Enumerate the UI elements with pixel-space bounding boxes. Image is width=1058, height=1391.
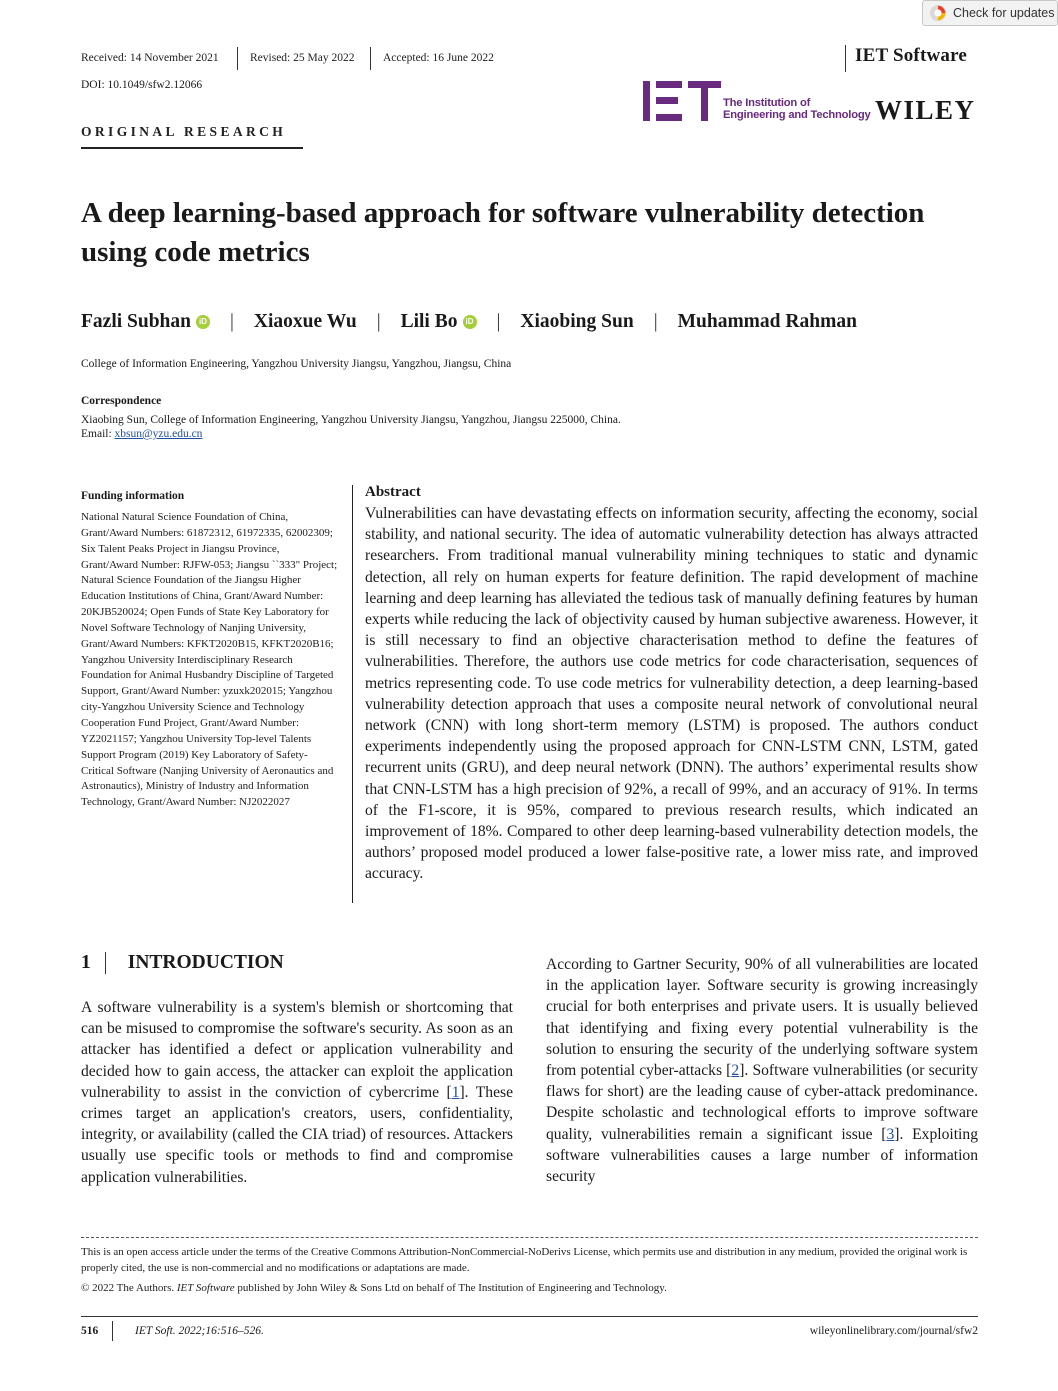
orcid-icon[interactable]: iD — [463, 315, 477, 329]
author-separator: | — [653, 311, 658, 332]
bottom-rule — [81, 1316, 978, 1317]
check-updates-icon — [929, 4, 947, 22]
author-name[interactable]: Muhammad Rahman — [677, 311, 857, 332]
abstract-text: Vulnerabilities can have devastating effects on information security, affecting the economy, social stability, and national security. The idea of automatic vulnerability detection has always attracted researchers. From traditional manual vulnerability mining techniques to static and dynamic detection, all rely on human experts for feature definition. The rapid development of machine learning and deep learning has alleviated the tedious task of manually defining features by human experts while reducing the lack of objectivity caused by human subjective awareness. However, it is still necessary to find an objective characterisation method to define the features of vulnerabilities. Therefore, the authors use code metrics for code characterisation, sequences of metrics representing code. To use code metrics for vulnerability detection, a deep learning-based vulnerability detection approach that uses a composite neural network of convolutional neural network (CNN) with long short-term memory (LSTM) is proposed. The authors conduct experiments independently using the proposed approach for CNN-LSTM CNN, LSTM, gated recurrent units (GRU), and deep neural network (DNN). The authors’ experimental results show that CNN-LSTM has a high precision of 92%, a recall of 99%, and an accuracy of 91%. In terms of the F1-score, it is 95%, compared to previous research results, which indicated an improvement of 18%. Compared to other deep learning-based vulnerability detection models, the authors’ proposed model produced a lower false-positive rate, a lower miss rate, and improved accuracy. — [365, 505, 978, 883]
article-type: ORIGINAL RESEARCH — [81, 124, 287, 139]
revised-date: Revised: 25 May 2022 — [250, 52, 355, 64]
journal-website-link[interactable]: wileyonlinelibrary.com/journal/sfw2 — [809, 1325, 978, 1337]
section-title: INTRODUCTION — [127, 952, 284, 973]
author-separator: | — [230, 311, 234, 332]
email-link[interactable]: xbsun@yzu.edu.cn — [114, 428, 203, 440]
check-updates-label: Check for updates — [953, 6, 1055, 20]
intro-text: ]. These crimes target an application's creators, users, confidentiality, integrity, or availability (called the CIA triad) of resources. Attackers usually use specific tools or methods to find and compromise application vulnerabilities. — [81, 1083, 513, 1186]
intro-text: ]. Software vulnerabilities (or security flaws for short) are the leading cause of cyber-attack predominance. Despite scholastic and technological efforts to improve software quality, vulnerabilities remain a significant issue [ — [546, 1062, 978, 1143]
accepted-date: Accepted: 16 June 2022 — [383, 52, 494, 64]
correspondence-heading: Correspondence — [81, 395, 162, 407]
footnote-rule — [81, 1237, 978, 1238]
copyright-journal: IET Software — [176, 1282, 235, 1294]
header-divider — [370, 47, 371, 70]
affiliation: College of Information Engineering, Yangzhou University Jiangsu, Yangzhou, Jiangsu, China — [81, 358, 512, 370]
article-type-underline — [81, 147, 303, 149]
author-name[interactable]: Xiaobing Sun — [520, 311, 634, 332]
reference-link[interactable]: 3 — [886, 1125, 895, 1143]
abstract-rule — [352, 485, 353, 903]
iet-logo-text — [723, 97, 871, 121]
intro-text: According to Gartner Security, 90% of all vulnerabilities are located in the application layer. Software security is growing increasingly crucial for both enterprises and private users. It is usually believed that identifying and fixing every potential vulnerability is the solution to ensuring the security of the underlying software system from potential cyber-attacks [ — [546, 956, 978, 1080]
article-title: A deep learning-based approach for software vulnerability detection using code metrics — [81, 197, 925, 268]
author-name[interactable]: Lili Bo — [400, 311, 458, 332]
abstract-heading: Abstract — [365, 484, 421, 500]
section-heading — [81, 952, 284, 974]
doi: DOI: 10.1049/sfw2.12066 — [81, 79, 203, 91]
reference-link[interactable]: 1 — [451, 1083, 460, 1101]
author-separator: | — [496, 311, 501, 332]
header-divider — [237, 47, 238, 70]
section-number: 1 — [81, 952, 91, 973]
copyright-line — [81, 1282, 667, 1294]
iet-logo — [643, 81, 721, 121]
reference-link[interactable]: 2 — [731, 1062, 740, 1080]
iet-line-2: Engineering and Technology — [723, 109, 871, 121]
page-divider — [112, 1321, 113, 1341]
intro-text: ]. Exploiting software vulnerabilities causes a large number of information security — [546, 1125, 978, 1186]
author-list — [81, 311, 857, 333]
author-name[interactable]: Fazli Subhan — [81, 311, 192, 332]
correspondence-address: Xiaobing Sun, College of Information Engineering, Yangzhou University Jiangsu, Yangzhou, Jiangsu 225000, China. — [81, 414, 621, 426]
license-notice: This is an open access article under the terms of the Creative Commons Attribution-NonCommercial-NoDerivs License, which permits use and distribution in any medium, provided the original work is properly cited, the use is non-commercial and no modifications or adaptations are made. — [81, 1246, 968, 1274]
correspondence-block — [81, 413, 621, 441]
funding-heading: Funding information — [81, 490, 185, 502]
author-separator: | — [376, 311, 381, 332]
intro-text: A software vulnerability is a system's blemish or shortcoming that can be misused to compromise the software's security. As soon as an attacker has identified a defect or application vulnerability and decided how to gain access, the attacker can exploit the application vulnerability to assist in the conviction of cybercrime [ — [81, 999, 513, 1101]
author-name[interactable]: Xiaoxue Wu — [253, 311, 357, 332]
copyright-prefix: © 2022 The Authors. — [81, 1282, 175, 1294]
correspondence-email-line — [81, 427, 621, 441]
intro-right-column — [546, 954, 978, 1187]
check-for-updates-button[interactable] — [922, 0, 1058, 26]
journal-name: IET Software — [855, 45, 968, 66]
funding-text: National Natural Science Foundation of China, Grant/Award Numbers: 61872312, 61972335, 62002309; Six Talent Peaks Project in Jiangsu Province, Grant/Award Number: RJFW-053; Jiangsu ``333" Project; Natural Science Foundation of the Jiangsu Higher Education Institutions of China, Grant/Award Number: 20KJB520024; Open Funds of State Key Laboratory for Novel Software Technology of Nanjing University, Grant/Award Numbers: KFKT2020B15, KFKT2020B16; Yangzhou University Interdisciplinary Research Foundation for Animal Husbandry Discipline of Targeted Support, Grant/Award Number: yzuxk202015; Yangzhou city-Yangzhou University Science and Technology Cooperation Fund Project, Grant/Award Number: YZ2021157; Yangzhou University Top-level Talents Support Program (2019) Key Laboratory of Safety-Critical Software (Nanjing University of Aeronautics and Astronautics), Ministry of Industry and Information Technology, Grant/Award Number: NJ2022027 — [81, 511, 338, 809]
section-divider — [105, 952, 106, 974]
email-label: Email: — [81, 428, 112, 440]
orcid-icon[interactable]: iD — [196, 315, 210, 329]
intro-left-column — [81, 997, 513, 1188]
publisher-logo: WILEY — [875, 95, 976, 125]
copyright-suffix: published by John Wiley & Sons Ltd on behalf of The Institution of Engineering and Technology. — [237, 1282, 667, 1294]
citation-text: IET Soft. 2022;16:516–526. — [135, 1325, 264, 1337]
page-number: 516 — [81, 1325, 99, 1337]
received-date: Received: 14 November 2021 — [81, 52, 219, 64]
iet-line-1: The Institution of — [723, 97, 811, 109]
citation — [135, 1325, 264, 1337]
journal-divider — [845, 45, 846, 72]
